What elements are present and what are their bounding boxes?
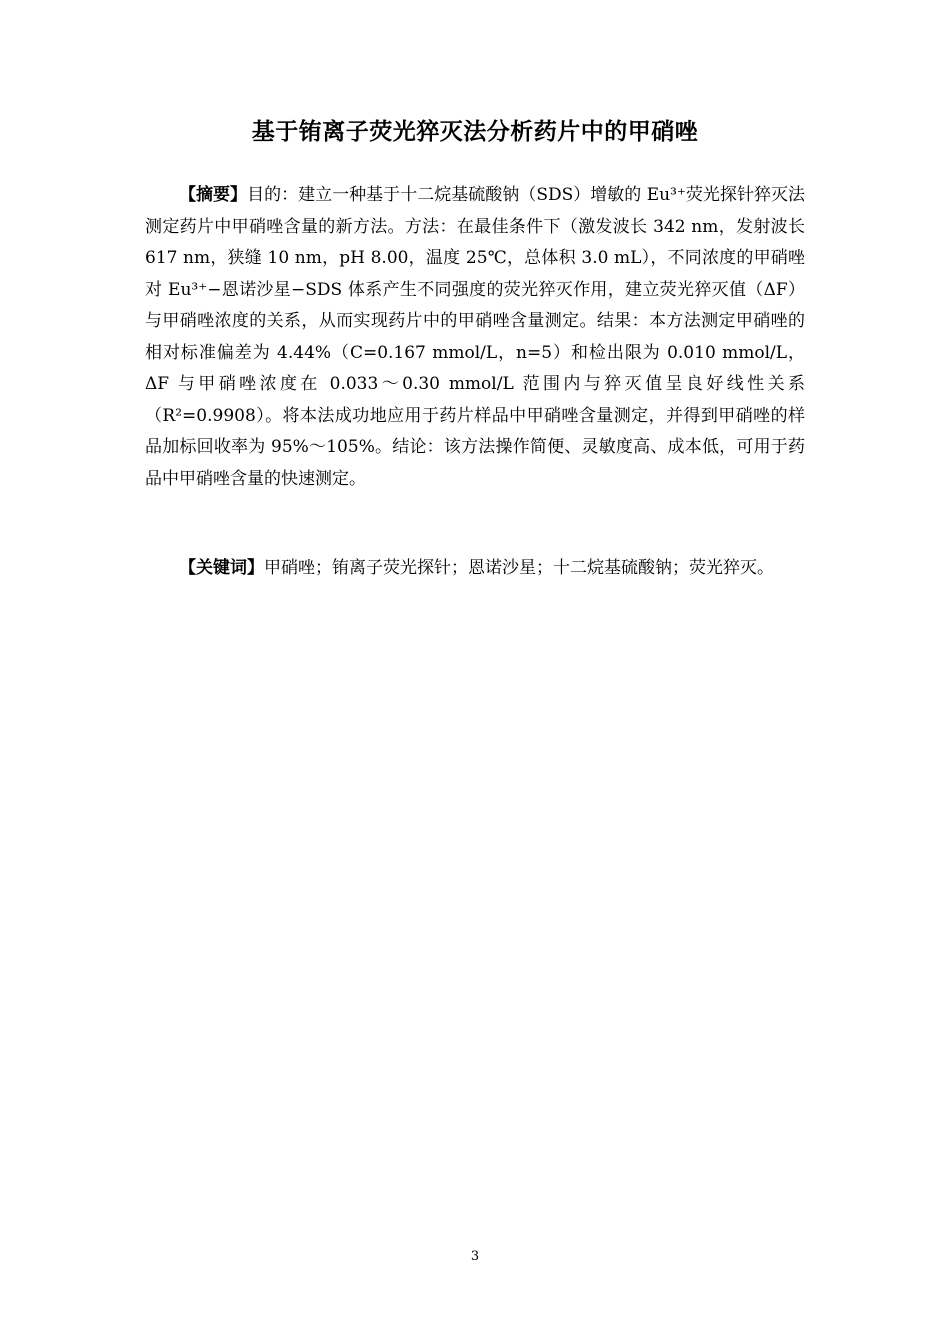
keywords-label: 【关键词】	[179, 558, 264, 578]
keywords-paragraph	[145, 553, 805, 585]
paper-title: 基于铕离子荧光猝灭法分析药片中的甲硝唑	[251, 119, 699, 145]
keywords-text: 甲硝唑；铕离子荧光探针；恩诺沙星；十二烷基硫酸钠；荧光猝灭。	[264, 558, 774, 578]
page-number: 3	[470, 1249, 480, 1264]
abstract-text: 目的：建立一种基于十二烷基硫酸钠（SDS）增敏的 Eu³⁺荧光探针猝灭法测定药片中甲硝唑含量的新方法。方法：在最佳条件下（激发波长 342 nm，发射波长 617 nm，狭缝 10 nm，pH 8.00，温度 25℃，总体积 3.0 mL），不同浓度的甲硝唑对 Eu³⁺−恩诺沙星−SDS 体系产生不同强度的荧光猝灭作用，建立荧光猝灭值（ΔF）与甲硝唑浓度的关系，从而实现药片中的甲硝唑含量测定。结果：本方法测定甲硝唑的相对标准偏差为 4.44%（C=0.167 mmol/L，n=5）和检出限为 0.010 mmol/L，ΔF 与甲硝唑浓度在 0.033～0.30 mmol/L 范围内与猝灭值呈良好线性关系（R²=0.9908）。将本法成功地应用于药片样品中甲硝唑含量测定，并得到甲硝唑的样品加标回收率为 95%～105%。结论：该方法操作简便、灵敏度高、成本低，可用于药品中甲硝唑含量的快速测定。	[145, 185, 805, 489]
abstract-label: 【摘要】	[179, 185, 248, 205]
abstract-paragraph	[145, 180, 805, 495]
